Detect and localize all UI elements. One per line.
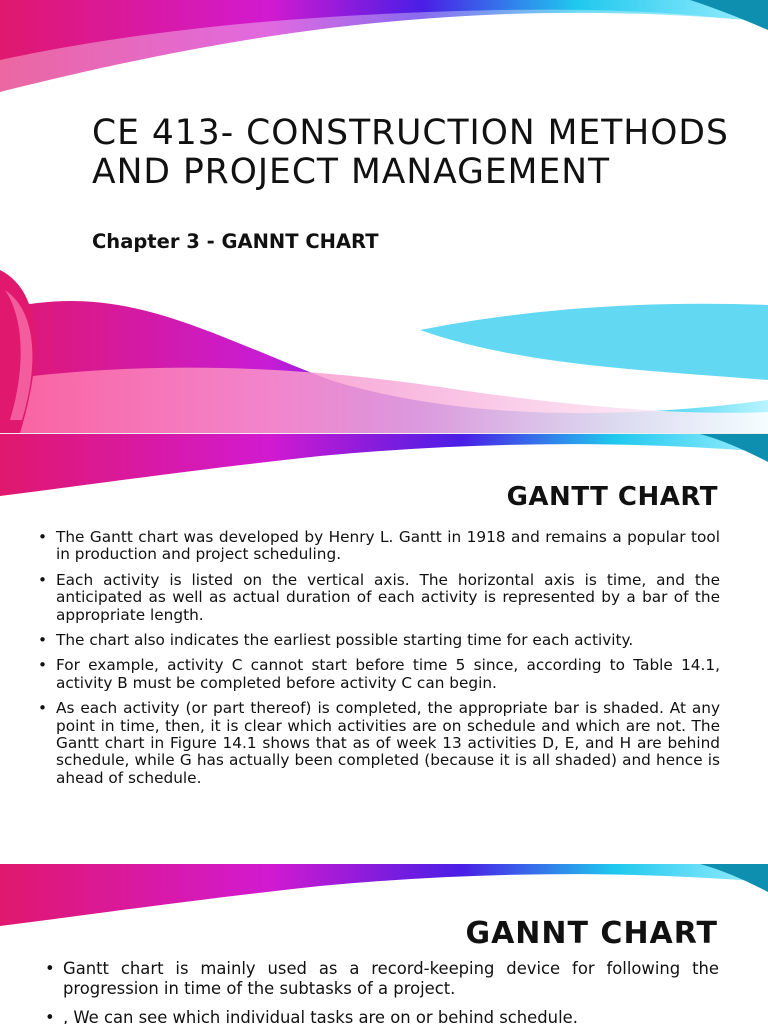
bullet-item [38, 528, 720, 564]
bullet-text: Each activity is listed on the vertical axis. The horizontal axis is time, and the anticipated as well as actual duration of each activity is represented by a bar of the appropriate length. [56, 570, 720, 624]
bullet-item [38, 656, 720, 692]
top-swoosh-decoration [0, 0, 768, 100]
bullet-item [38, 699, 720, 787]
bullet-dot: • [38, 528, 48, 546]
bullet-dot: • [45, 1008, 55, 1024]
bullet-text: Gantt chart is mainly used as a record-keeping device for following the progression in time of the subtasks of a project. [63, 959, 719, 998]
slide2-heading: GANTT CHART [506, 482, 718, 512]
bullet-item [45, 1008, 719, 1024]
bottom-swoosh-decoration [0, 270, 768, 433]
bullet-dot: • [38, 631, 48, 650]
bullet-item [38, 631, 720, 650]
bullet-text: , We can see which individual tasks are on or behind schedule. [63, 1008, 578, 1024]
gannt-chart-slide [0, 864, 768, 1024]
bullet-dot: • [45, 959, 55, 978]
slide-gap [0, 837, 768, 864]
bullet-item [38, 570, 720, 624]
presentation-subtitle: Chapter 3 - GANNT CHART [92, 230, 379, 253]
slide2-bullet-list [38, 528, 720, 795]
bullet-text: The chart also indicates the earliest possible starting time for each activity. [56, 631, 634, 650]
slide3-bullet-list [45, 959, 719, 1024]
bullet-item [45, 959, 719, 999]
title-slide [0, 0, 768, 433]
bullet-text: The Gantt chart was developed by Henry L. Gantt in 1918 and remains a popular tool in production and project scheduling. [56, 528, 720, 564]
bullet-dot: • [38, 699, 48, 718]
presentation-title: CE 413- CONSTRUCTION METHODS AND PROJECT MANAGEMENT [92, 113, 729, 192]
bullet-dot: • [38, 656, 48, 675]
gantt-chart-slide [0, 433, 768, 838]
bullet-dot: • [38, 570, 48, 589]
slide3-heading: GANNT CHART [465, 916, 718, 951]
bullet-text: For example, activity C cannot start before time 5 since, according to Table 14.1, activity B must be completed before activity C can begin. [56, 656, 720, 692]
bullet-text: As each activity (or part thereof) is completed, the appropriate bar is shaded. At any point in time, then, it is clear which activities are on schedule and which are not. The Gantt chart in Figure 14.1 shows that as of week 13 activities D, E, and H are behind schedule, while G has actually been completed (because it is all shaded) and hence is ahead of schedule. [56, 699, 720, 787]
